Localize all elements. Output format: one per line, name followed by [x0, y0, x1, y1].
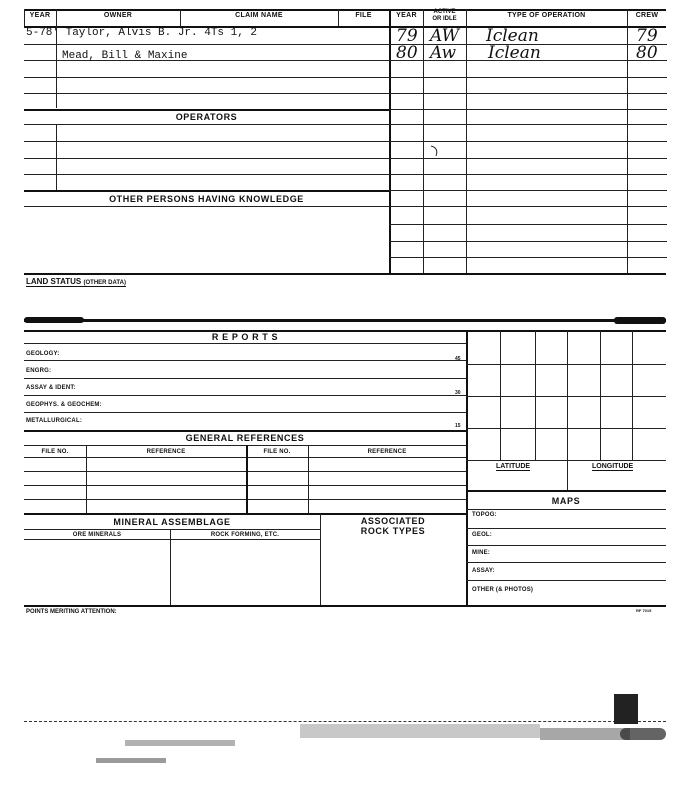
- ore-minerals-header: ORE MINERALS: [72, 532, 122, 538]
- longitude-label: LONGITUDE: [592, 463, 634, 470]
- year-header: YEAR: [29, 12, 51, 19]
- operators-title: OPERATORS: [175, 112, 238, 122]
- activity-crew: 79: [636, 26, 658, 46]
- reports-title: R E P O R T S: [211, 332, 279, 342]
- form-code: RF 7015: [636, 608, 652, 613]
- activity-status: AW: [430, 26, 460, 46]
- geophys-label: GEOPHYS. & GEOCHEM:: [26, 402, 102, 408]
- reference-header: REFERENCE: [367, 449, 407, 455]
- activity-operation: Iclean: [488, 43, 541, 63]
- associated-label: ASSOCIATED: [360, 516, 426, 526]
- or-idle-label: OR IDLE: [432, 16, 457, 22]
- scan-edge: [24, 721, 666, 722]
- rock-types-label: ROCK TYPES: [360, 526, 426, 536]
- points-meriting-title: POINTS MERITING ATTENTION:: [26, 609, 117, 615]
- activity-crew: 80: [636, 43, 658, 63]
- latitude-label: LATITUDE: [496, 463, 531, 470]
- active-label: ACTIVE: [433, 9, 456, 15]
- pen-mark: [430, 144, 442, 158]
- geology-label: GEOLOGY:: [26, 351, 60, 357]
- year-header-right: YEAR: [396, 12, 417, 19]
- mineral-assemblage-title: MINERAL ASSEMBLAGE: [113, 517, 231, 527]
- owner-header: OWNER: [103, 12, 133, 19]
- maps-title: MAPS: [551, 496, 581, 506]
- land-status-label: LAND STATUS: [26, 277, 82, 286]
- file-header: FILE: [355, 12, 372, 19]
- associated-rock-types-title: [320, 516, 466, 536]
- general-references-title: GENERAL REFERENCES: [185, 433, 305, 443]
- separator-bar: [24, 319, 666, 322]
- file-no-header: FILE NO.: [41, 449, 69, 455]
- activity-status: Aw: [430, 43, 457, 63]
- metallurgical-label: METALLURGICAL:: [26, 418, 83, 424]
- engrg-label: ENGRG:: [26, 368, 52, 374]
- tick-45: 45: [455, 356, 461, 362]
- owner-entry: Mead, Bill & Maxine: [62, 50, 188, 62]
- tick-30: 30: [455, 390, 461, 396]
- crew-header: CREW: [635, 12, 659, 19]
- mine-label: MINE:: [472, 550, 490, 556]
- reference-header: REFERENCE: [146, 449, 186, 455]
- owner-entry: 5-78' Taylor, Alvis B. Jr. 4Ts 1, 2: [26, 27, 258, 39]
- assay-label: ASSAY:: [472, 568, 495, 574]
- land-status-title: [26, 277, 126, 287]
- claim-name-header: CLAIM NAME: [235, 12, 283, 19]
- geol-label: GEOL:: [472, 532, 492, 538]
- other-photos-label: OTHER (& PHOTOS): [472, 587, 534, 593]
- tick-15: 15: [455, 423, 461, 429]
- other-persons-title: OTHER PERSONS HAVING KNOWLEDGE: [109, 194, 304, 204]
- land-status-sub: (OTHER DATA): [83, 280, 126, 286]
- activity-year: 79: [396, 26, 418, 46]
- assay-ident-label: ASSAY & IDENT:: [26, 385, 76, 391]
- activity-operation: Iclean: [486, 26, 539, 46]
- type-of-operation-header: TYPE OF OPERATION: [507, 12, 586, 19]
- active-idle-header: [423, 9, 466, 23]
- activity-year: 80: [396, 43, 418, 63]
- rock-forming-header: ROCK FORMING, ETC.: [210, 532, 280, 538]
- file-no-header: FILE NO.: [263, 449, 291, 455]
- scan-block: [614, 694, 638, 724]
- topog-label: TOPOG:: [472, 512, 497, 518]
